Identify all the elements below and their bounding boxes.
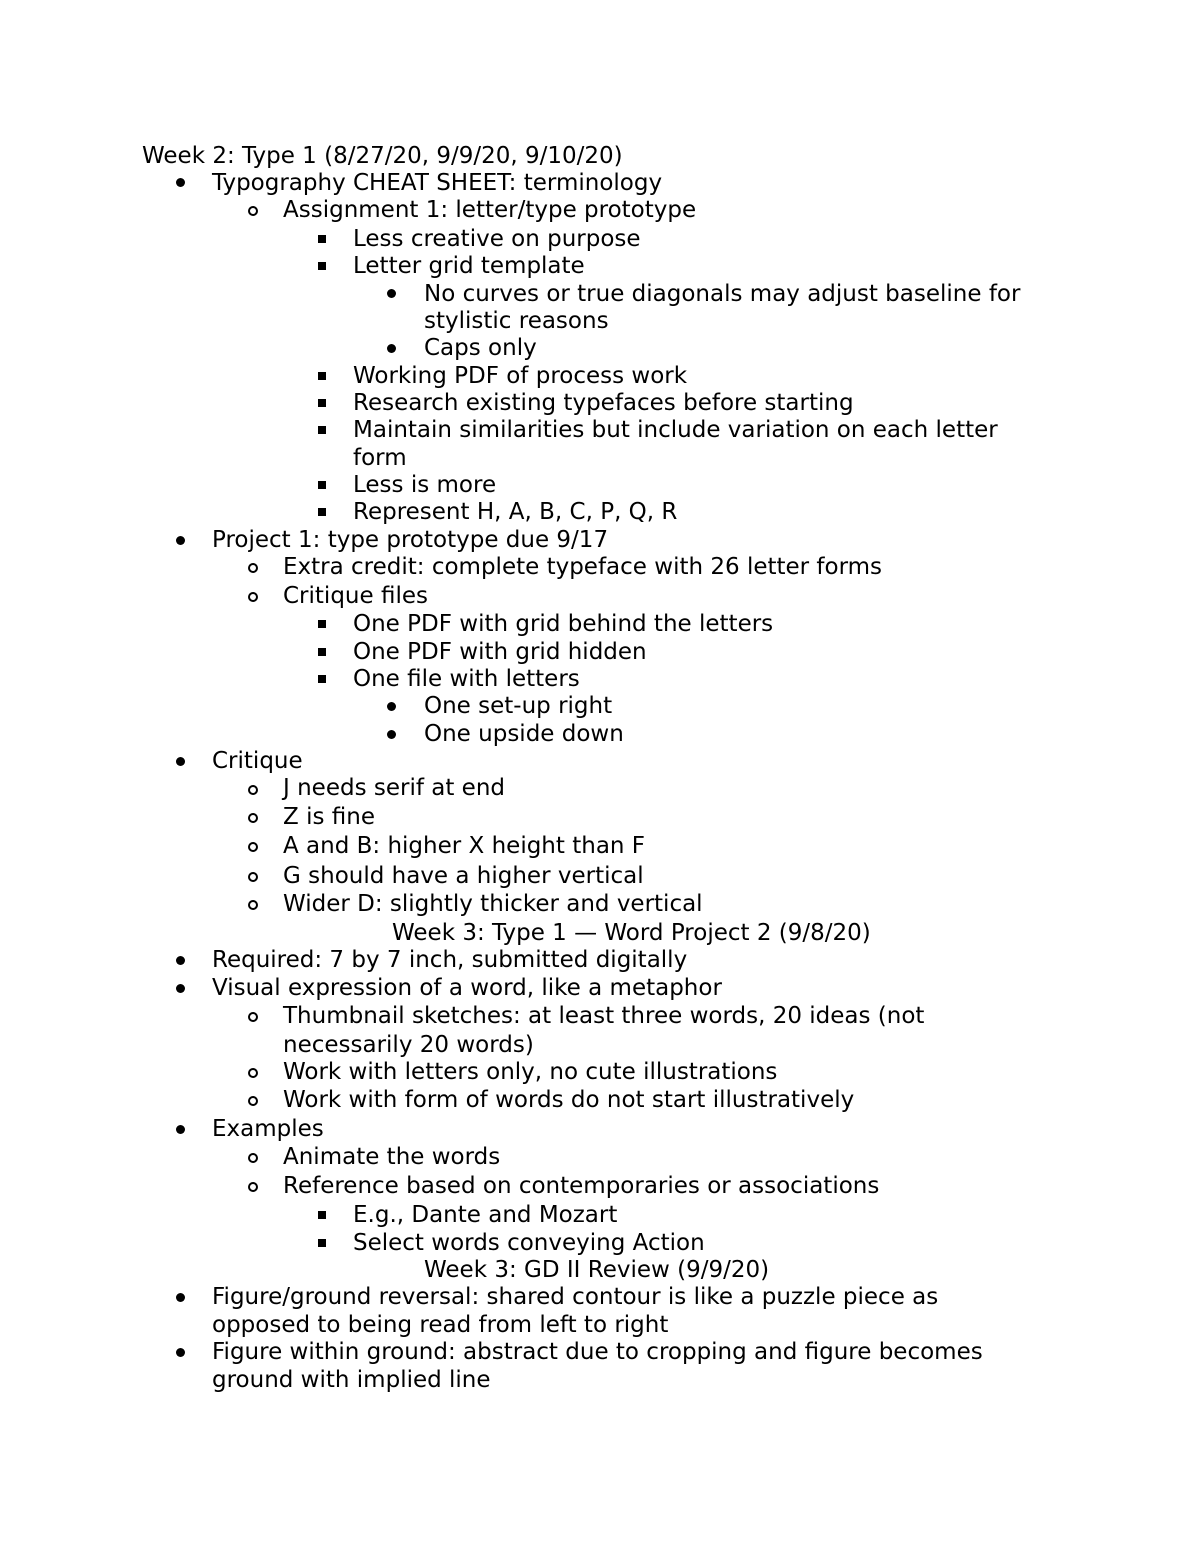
list-item: Extra credit: complete typeface with 26 letter forms [283, 554, 883, 580]
bullet-circle-icon [248, 1153, 258, 1163]
bullet-circle-icon [248, 900, 258, 910]
list-item: Select words conveying Action [353, 1230, 705, 1256]
list-item: Visual expression of a word, like a metaphor [212, 975, 722, 1001]
bullet-square-icon [318, 675, 326, 683]
list-item: Z is fine [283, 804, 375, 830]
list-item: Assignment 1: letter/type prototype [283, 197, 697, 223]
bullet-circle-icon [248, 785, 258, 795]
list-item: G should have a higher vertical [283, 863, 644, 889]
list-item: Figure/ground reversal: shared contour is like a puzzle piece as [212, 1284, 939, 1310]
bullet-circle-icon [248, 813, 258, 823]
heading-week3-word-project: Week 3: Type 1 — Word Project 2 (9/8/20) [392, 920, 871, 946]
bullet-dot-icon [387, 730, 396, 739]
list-item: Reference based on contemporaries or associations [283, 1173, 880, 1199]
bullet-square-icon [318, 1211, 326, 1219]
list-item: Critique [212, 748, 303, 774]
heading-week3-gd-review: Week 3: GD II Review (9/9/20) [424, 1257, 770, 1283]
bullet-circle-icon [248, 592, 258, 602]
bullet-circle-icon [248, 206, 258, 216]
bullet-dot-icon [176, 956, 185, 965]
bullet-dot-icon [387, 702, 396, 711]
list-item: No curves or true diagonals may adjust baseline for [424, 281, 1021, 307]
list-item-continued: ground with implied line [212, 1367, 491, 1393]
list-item: One file with letters [353, 666, 580, 692]
list-item: Figure within ground: abstract due to cropping and figure becomes [212, 1339, 983, 1365]
list-item: Thumbnail sketches: at least three words, 20 ideas (not [283, 1003, 925, 1029]
list-item: Examples [212, 1116, 324, 1142]
bullet-dot-icon [176, 1348, 185, 1357]
bullet-dot-icon [176, 757, 185, 766]
bullet-dot-icon [387, 344, 396, 353]
bullet-square-icon [318, 620, 326, 628]
list-item-continued: opposed to being read from left to right [212, 1312, 669, 1338]
list-item: Work with letters only, no cute illustrations [283, 1059, 778, 1085]
bullet-circle-icon [248, 1096, 258, 1106]
list-item-continued: stylistic reasons [424, 308, 609, 334]
bullet-square-icon [318, 648, 326, 656]
bullet-square-icon [318, 399, 326, 407]
bullet-dot-icon [176, 1125, 185, 1134]
list-item: One set-up right [424, 693, 613, 719]
bullet-dot-icon [176, 536, 185, 545]
list-item: Maintain similarities but include variation on each letter [353, 417, 998, 443]
bullet-circle-icon [248, 1182, 258, 1192]
bullet-circle-icon [248, 1068, 258, 1078]
bullet-circle-icon [248, 842, 258, 852]
bullet-dot-icon [176, 1293, 185, 1302]
list-item: Represent H, A, B, C, P, Q, R [353, 499, 678, 525]
list-item: Typography CHEAT SHEET: terminology [212, 170, 663, 196]
list-item: Wider D: slightly thicker and vertical [283, 891, 703, 917]
list-item: Work with form of words do not start illustratively [283, 1087, 855, 1113]
bullet-dot-icon [387, 289, 396, 298]
list-item: Project 1: type prototype due 9/17 [212, 527, 609, 553]
heading-week2-type1: Week 2: Type 1 (8/27/20, 9/9/20, 9/10/20) [142, 143, 623, 169]
list-item-continued: form [353, 445, 407, 471]
bullet-square-icon [318, 372, 326, 380]
list-item: One PDF with grid hidden [353, 639, 647, 665]
list-item: Animate the words [283, 1144, 501, 1170]
bullet-square-icon [318, 481, 326, 489]
list-item: Less creative on purpose [353, 226, 641, 252]
list-item: Required: 7 by 7 inch, submitted digitally [212, 947, 688, 973]
bullet-circle-icon [248, 872, 258, 882]
list-item: E.g., Dante and Mozart [353, 1202, 618, 1228]
list-item: Letter grid template [353, 253, 585, 279]
list-item: Less is more [353, 472, 497, 498]
list-item: Caps only [424, 335, 537, 361]
list-item: Research existing typefaces before starting [353, 390, 854, 416]
list-item: One PDF with grid behind the letters [353, 611, 774, 637]
list-item: A and B: higher X height than F [283, 833, 646, 859]
bullet-square-icon [318, 262, 326, 270]
list-item: One upside down [424, 721, 624, 747]
bullet-square-icon [318, 508, 326, 516]
list-item: J needs serif at end [283, 775, 506, 801]
list-item: Working PDF of process work [353, 363, 688, 389]
bullet-dot-icon [176, 984, 185, 993]
list-item-continued: necessarily 20 words) [283, 1032, 534, 1058]
bullet-square-icon [318, 426, 326, 434]
bullet-square-icon [318, 235, 326, 243]
bullet-dot-icon [176, 178, 185, 187]
bullet-circle-icon [248, 1012, 258, 1022]
bullet-square-icon [318, 1239, 326, 1247]
bullet-circle-icon [248, 563, 258, 573]
list-item: Critique files [283, 583, 428, 609]
